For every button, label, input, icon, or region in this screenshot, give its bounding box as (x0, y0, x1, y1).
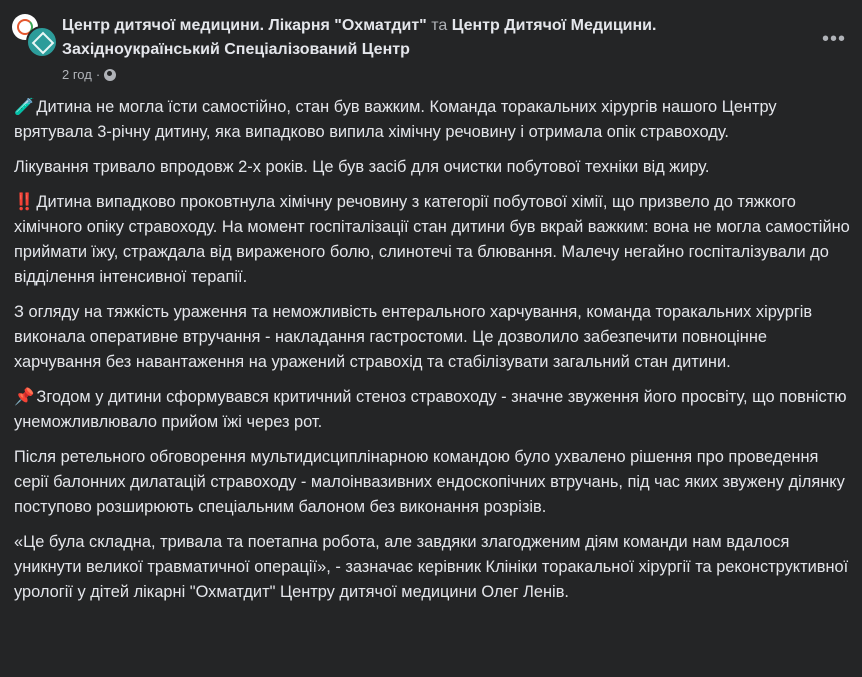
post-paragraph (14, 190, 854, 290)
paragraph-text: З огляду на тяжкість ураження та неможливість ентерального харчування, команда торакальних хірургів виконала оперативне втручання - накладання гастростоми. Це дозволило забезпечити повноцінне харчування без навантаження на уражений стравохід та стабілізувати загальний стан дитини. (14, 303, 813, 371)
post-paragraph (14, 445, 854, 520)
paragraph-text: Згодом у дитини сформувався критичний стеноз стравоходу - значне звуження його просвіту, що повністю унеможливлювало прийом їжі через рот. (14, 388, 847, 431)
post-paragraph (14, 530, 854, 605)
paragraph-text: Лікування тривало впродовж 2-х років. Це був засіб для очистки побутової техніки від жиру. (14, 158, 710, 176)
post-header (12, 12, 850, 92)
paragraph-text: Дитина не могла їсти самостійно, стан був важким. Команда торакальних хірургів нашого Центру врятувала 3-річну дитину, яка випадково випила хімічну речовину і отримала опік стравоходу. (14, 98, 777, 141)
emoji-icon: 🧪 (14, 98, 35, 116)
post-time[interactable]: 2 год (62, 67, 92, 82)
paragraph-text: Дитина випадково проковтнула хімічну речовину з категорії побутової хімії, що призвело до тяжкого хімічного опіку стравоходу. На момент госпіталізації стан дитини був вкрай важким: вона не могла самостійно приймати їжу, страждала від вираженого болю, слинотечі та блювання. Малечу негайно госпіталізували до відділення інтенсивної терапії. (14, 193, 850, 286)
emoji-icon: 📌 (14, 388, 35, 406)
post-paragraph (14, 385, 854, 435)
post-paragraph (14, 155, 854, 180)
globe-icon (104, 69, 116, 81)
paragraph-text: «Це була складна, тривала та поетапна робота, але завдяки злагодженим діям команди нам вдалося уникнути великої травматичної операції», - зазначає керівник Клініки торакальної хірургії та реконструктивної урології у дітей лікарні "Охматдит" Центру дитячої медицини Олег Ленів. (14, 533, 849, 601)
post-paragraph (14, 95, 854, 145)
author-link-1[interactable]: Центр дитячої медицини. Лікарня "Охматдит" (62, 17, 427, 34)
emoji-icon: ‼️ (14, 193, 35, 211)
meta-separator: · (95, 67, 101, 82)
post-meta (62, 67, 116, 82)
page-avatar[interactable] (12, 12, 56, 56)
post-authors (62, 14, 762, 62)
author-link-2[interactable]: Центр Дитячої Медицини. Західноукраїнський Спеціалізований Центр (62, 17, 657, 58)
post-paragraph (14, 300, 854, 375)
author-joiner: та (431, 17, 448, 34)
western-center-logo-icon (26, 26, 58, 58)
more-options-icon[interactable]: ••• (821, 28, 846, 50)
post-body (14, 95, 854, 615)
paragraph-text: Після ретельного обговорення мультидисциплінарною командою було ухвалено рішення про проведення серії балонних дилатацій стравоходу - малоінвазивних ендоскопічних втручань, під час яких звужену ділянку поступово розширюють спеціальним балоном без виконання розрізів. (14, 448, 845, 516)
